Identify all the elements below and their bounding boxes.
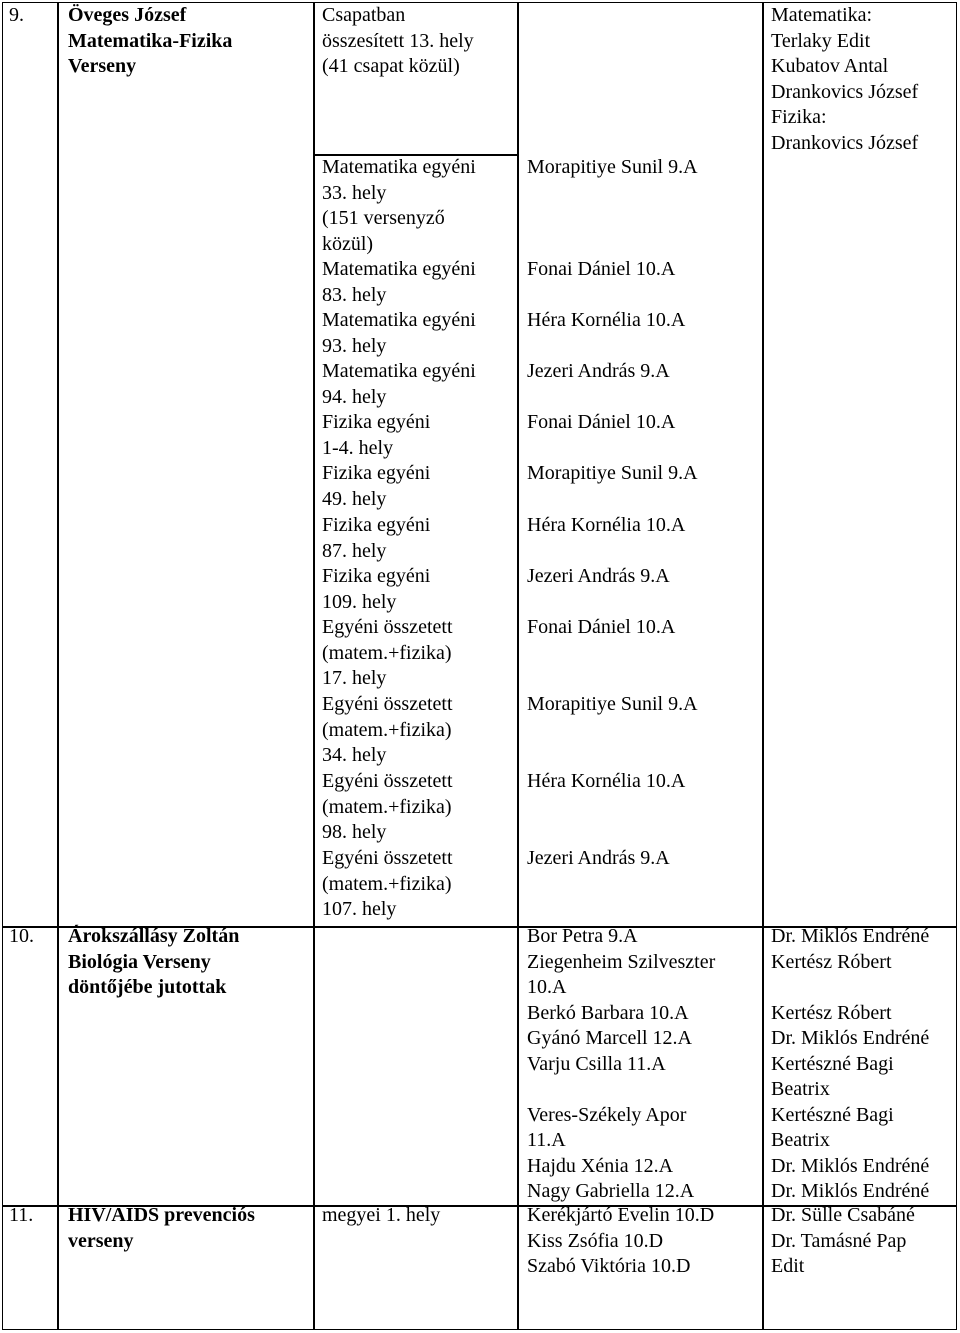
result-text: Egyéni összetett: [322, 847, 453, 869]
result-text: (matem.+fizika): [322, 872, 452, 895]
result-text: Egyéni összetett: [322, 770, 453, 792]
student-name: Jezeri András 9.A: [527, 565, 670, 587]
student-name: Gyánó Marcell 12.A: [527, 1027, 692, 1049]
result-text: (matem.+fizika): [322, 641, 452, 664]
student-name: Fonai Dániel 10.A: [527, 616, 676, 638]
result-text: Csapatban: [322, 4, 406, 26]
teacher-name: Dr. Miklós Endréné: [771, 1027, 930, 1049]
row-number: 9.: [9, 4, 24, 26]
result-text: 93. hely: [322, 334, 387, 357]
competition-name: Matematika-Fizika: [68, 29, 233, 52]
result-text: Matematika egyéni: [322, 309, 476, 331]
result-text: 49. hely: [322, 487, 387, 510]
competition-name: Biológia Verseny: [68, 950, 211, 973]
column-divider: [313, 2, 315, 1330]
result-text: Fizika egyéni: [322, 514, 431, 536]
teacher-name: Terlaky Edit: [771, 29, 871, 52]
result-text: 87. hely: [322, 539, 387, 562]
result-text: Egyéni összetett: [322, 693, 453, 715]
student-name: Héra Kornélia 10.A: [527, 770, 686, 792]
teacher-name: Kertészné Bagi: [771, 1052, 894, 1075]
teacher-name: Dr. Miklós Endréné: [771, 925, 930, 947]
teacher-name: Dr. Miklós Endréné: [771, 1154, 930, 1177]
student-name: Nagy Gabriella 12.A: [527, 1180, 695, 1202]
teacher-name: Kubatov Antal: [771, 55, 889, 77]
student-name: Morapitiye Sunil 9.A: [527, 156, 698, 178]
student-name: Berkó Barbara 10.A: [527, 1001, 689, 1024]
student-name: Kiss Zsófia 10.D: [527, 1229, 664, 1252]
teacher-name: Fizika:: [771, 106, 827, 128]
teacher-name: Drankovics József: [771, 131, 919, 154]
result-text: (41 csapat közül): [322, 55, 460, 77]
competition-name: verseny: [68, 1229, 134, 1252]
student-name: Ziegenheim Szilveszter: [527, 950, 716, 973]
teacher-name: Kertész Róbert: [771, 1001, 892, 1024]
result-text: 17. hely: [322, 667, 387, 689]
student-name: Jezeri András 9.A: [527, 360, 670, 382]
result-text: Matematika egyéni: [322, 258, 476, 280]
teacher-name: Drankovics József: [771, 80, 919, 103]
student-name: Fonai Dániel 10.A: [527, 258, 676, 280]
result-text: 83. hely: [322, 283, 387, 306]
student-name: Veres-Székely Apor: [527, 1103, 687, 1126]
result-text: (matem.+fizika): [322, 795, 452, 818]
result-text: 94. hely: [322, 385, 387, 408]
competition-name: Öveges József: [68, 4, 187, 26]
row-number: 10.: [9, 925, 34, 947]
teacher-name: Kertész Róbert: [771, 950, 892, 973]
column-divider: [517, 2, 519, 1330]
student-name: Kerékjártó Evelin 10.D: [527, 1204, 715, 1226]
result-text: 98. hely: [322, 821, 387, 843]
result-text: Fizika egyéni: [322, 411, 431, 433]
teacher-name: Dr. Miklós Endréné: [771, 1180, 930, 1202]
result-text: 33. hely: [322, 181, 387, 204]
result-text: 34. hely: [322, 744, 387, 766]
teacher-name: Beatrix: [771, 1078, 830, 1100]
student-name: 11.A: [527, 1129, 566, 1151]
student-name: Hajdu Xénia 12.A: [527, 1154, 674, 1177]
teacher-name: Dr. Sülle Csabáné: [771, 1204, 915, 1226]
competition-name: Verseny: [68, 55, 137, 77]
teacher-name: Edit: [771, 1255, 805, 1277]
teacher-name: Matematika:: [771, 4, 873, 26]
result-text: Egyéni összetett: [322, 616, 453, 638]
result-text: összesített 13. hely: [322, 29, 474, 52]
column-divider: [57, 2, 59, 1330]
result-text: Matematika egyéni: [322, 156, 476, 178]
result-text: 107. hely: [322, 898, 397, 920]
competition-name: Árokszállásy Zoltán: [68, 925, 240, 947]
teacher-name: Kertészné Bagi: [771, 1103, 894, 1126]
teacher-name: Dr. Tamásné Pap: [771, 1229, 907, 1252]
student-name: Héra Kornélia 10.A: [527, 514, 686, 536]
result-text: közül): [322, 232, 374, 255]
result-text: Fizika egyéni: [322, 565, 431, 587]
competition-name: HIV/AIDS prevenciós: [68, 1204, 255, 1226]
student-name: Jezeri András 9.A: [527, 847, 670, 869]
row-number: 11.: [9, 1204, 34, 1226]
student-name: Morapitiye Sunil 9.A: [527, 462, 698, 484]
student-name: Bor Petra 9.A: [527, 925, 638, 947]
result-text: 1-4. hely: [322, 436, 394, 459]
result-text: Fizika egyéni: [322, 462, 431, 484]
student-name: Varju Csilla 11.A: [527, 1052, 666, 1075]
student-name: Fonai Dániel 10.A: [527, 411, 676, 433]
result-text: (151 versenyző: [322, 207, 445, 229]
student-name: Szabó Viktória 10.D: [527, 1255, 691, 1277]
competition-name: döntőjébe jutottak: [68, 976, 227, 998]
student-name: 10.A: [527, 976, 567, 998]
result-text: Matematika egyéni: [322, 360, 476, 382]
column-divider: [762, 2, 764, 1330]
student-name: Héra Kornélia 10.A: [527, 309, 686, 331]
result-text: megyei 1. hely: [322, 1204, 441, 1226]
student-name: Morapitiye Sunil 9.A: [527, 693, 698, 715]
result-text: 109. hely: [322, 590, 397, 613]
teacher-name: Beatrix: [771, 1129, 830, 1151]
result-text: (matem.+fizika): [322, 718, 452, 741]
